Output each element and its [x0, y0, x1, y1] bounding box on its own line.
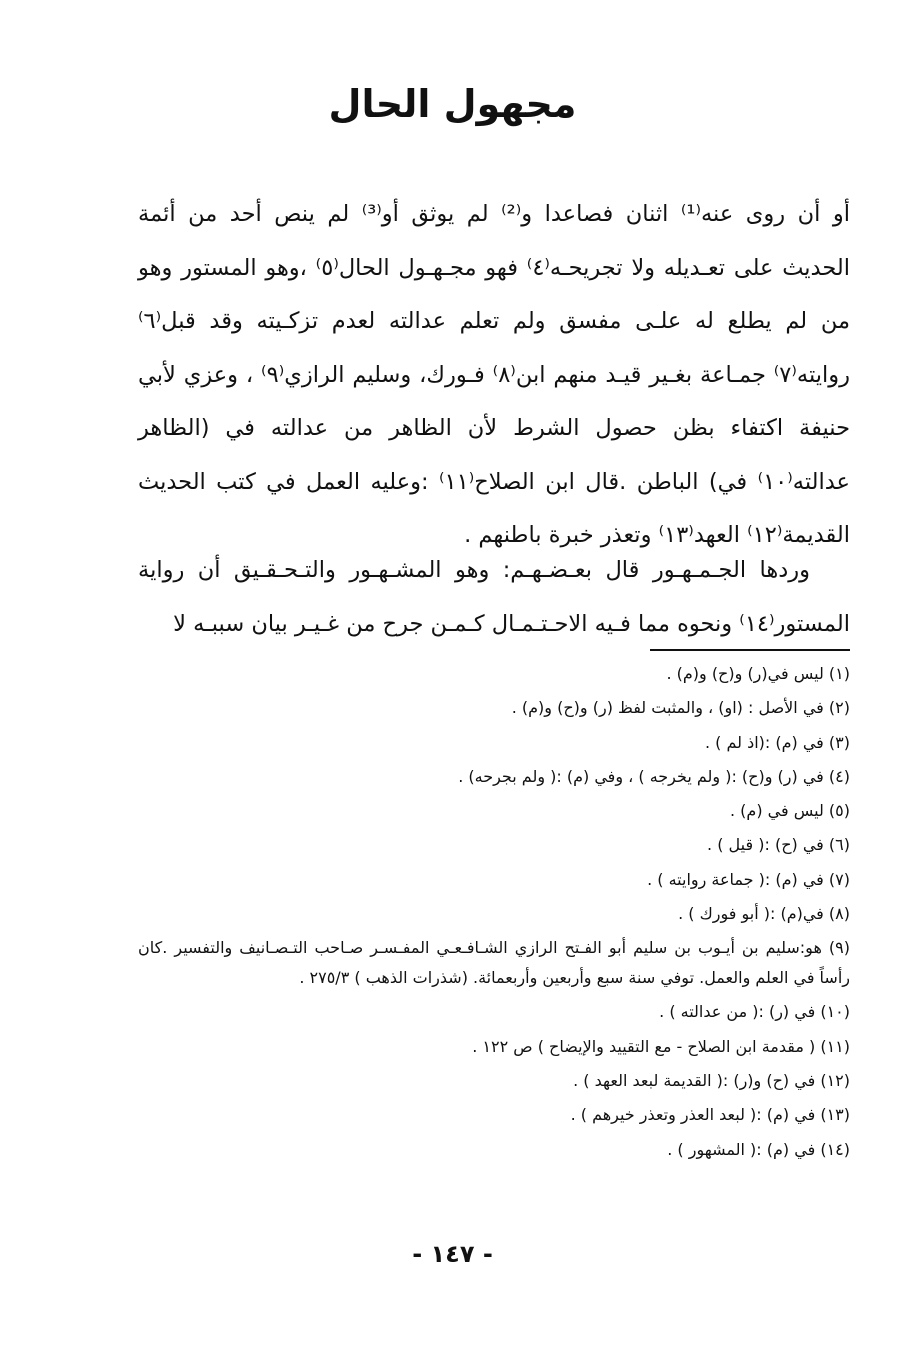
- footnote-8: (٨) في(م) :( أبو فورك ) .: [678, 904, 850, 924]
- footnote-11: (١١) ( مقدمة ابن الصلاح - مع التقييد والإيضاح ) ص ١٢٢ .: [472, 1036, 850, 1056]
- footnote-2: (٢) في الأصل : (او) ، والمثبت لفظ (ر) و(ح) و(م) .: [511, 698, 850, 718]
- footnote-5: (٥) ليس في (م) .: [730, 801, 850, 821]
- footnote-4: (٤) في (ر) و(ح) :( ولم يخرجه ) ، وفي (م) :( ولم بجرحه) .: [458, 766, 850, 786]
- footnote-12: (١٢) في (ح) و(ر) :( القديمة لبعد العهد ) .: [573, 1070, 850, 1090]
- footnote-3: (٣) في (م) :(اذ لم ) .: [704, 732, 850, 752]
- body-paragraph-1: أو أن روى عنه⁽¹⁾ اثنان فصاعدا و⁽²⁾ لم يوثق أو⁽³⁾ لم ينص أحد من أئمة الحديث على تعـديله ولا تجريحـه⁽٤⁾ فهو مجـهـول الحال⁽٥⁾ ،وهو المستور وهو من لم يطلع له علـى مفسق ولم تعلم عدالته لعدم تزكـيته وقد قبل⁽٦⁾ روايته⁽٧⁾ جمـاعة بغـير قيـد منهم ابن⁽٨⁾ فـورك، وسليم الرازي⁽٩⁾ ، وعزي لأبي حنيفة اكتفاء بظن حصول الشرط لأن الظاهر من عدالته في (الظاهر عدالته⁽١٠⁾ في) الباطن .قال ابن الصلاح⁽١١⁾ :وعليه العمل في كتب الحديث القديمة⁽١٢⁾ العهد⁽١٣⁾ وتعذر خبرة باطنهم .: [138, 201, 850, 548]
- footnote-divider: [650, 649, 850, 651]
- body-paragraph-2: وردها الجـمـهـور قال بعـضـهـم: وهو المشـهـور والتـحـقـيق أن رواية المستور⁽١٤⁾ ونحوه مما فـيه الاحـتـمـال كـمـن جرح من غـيـر بيان سببـه لا: [138, 557, 850, 637]
- page-title: مجهول الحال: [328, 82, 577, 126]
- footnote-9: (٩) هو:سليم بن أيـوب بن سليم أبو الفـتح الرازي الشـافـعـي المفـسـر صـاحب التـصـانيف والتفسير .كان رأساً في العلم والعمل. توفي سنة سبع وأربعين وأربعمائة. (شذرات الذهب ) ٢٧٥/٣ .: [138, 938, 850, 988]
- footnote-6: (٦) في (ح) :( قيل ) .: [707, 835, 850, 855]
- footnotes: [138, 657, 850, 1167]
- footnote-13: (١٣) في (م) :( لبعد العذر وتعذر خيرهم ) .: [570, 1105, 850, 1125]
- page-number: - ١٤٧ -: [412, 1240, 493, 1268]
- footnote-10: (١٠) في (ر) :( من عدالته ) .: [659, 1002, 850, 1022]
- footnote-1: (١) ليس في(ر) و(ح) و(م) .: [666, 664, 850, 683]
- footnote-14: (١٤) في (م) :( المشهور ) .: [667, 1139, 850, 1159]
- footnote-7: (٧) في (م) :( جماعة روايته ) .: [647, 869, 850, 889]
